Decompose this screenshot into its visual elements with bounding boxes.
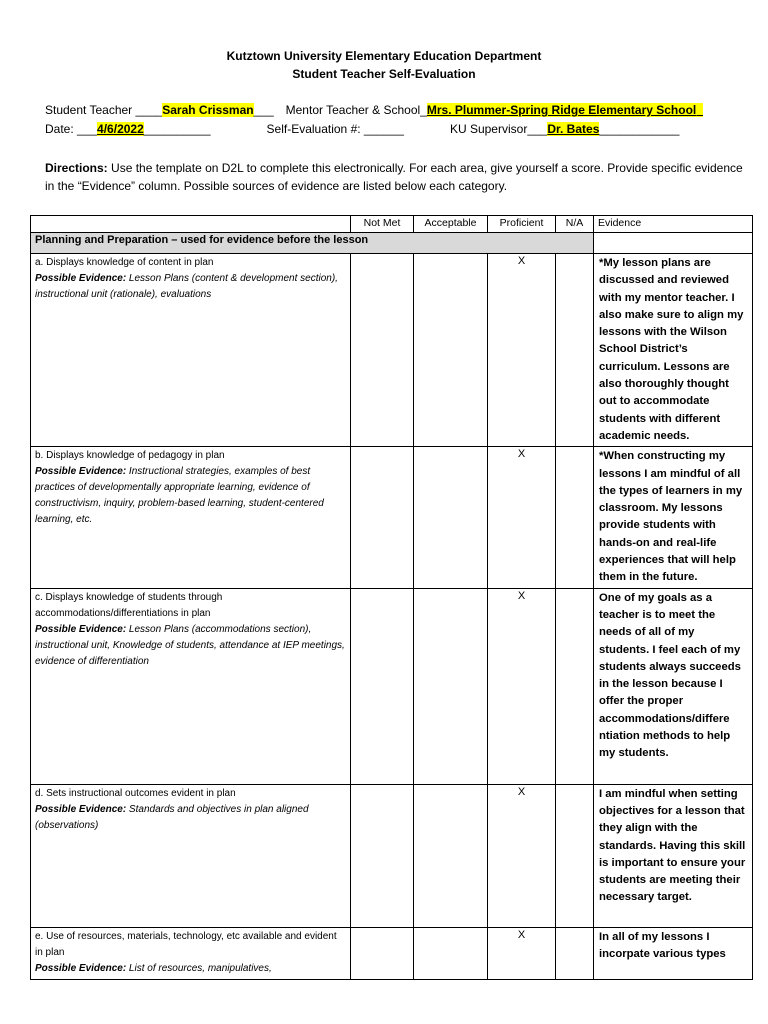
not-met-cell[interactable] xyxy=(351,784,414,927)
evidence-cell[interactable]: *My lesson plans are discussed and reviewed with my mentor teacher. I also make sure to align my lessons with the Wilson School District’s curriculum. Lessons are also thoroughly thought out to accommodate students with different academic needs. xyxy=(594,254,753,447)
student-teacher-label: Student Teacher ____ xyxy=(45,103,163,117)
evidence-cell[interactable]: One of my goals as a teacher is to meet the needs of all of my students. I feel each of my students always succeeds in the lesson because I offer the proper accommodations/differe ntiation methods to help my students. xyxy=(594,588,753,784)
supervisor-field[interactable]: Dr. Bates xyxy=(547,122,600,136)
mentor-lead: _ xyxy=(420,103,427,117)
evidence-cell[interactable]: I am mindful when setting objectives for a lesson that they align with the standards. Having this skill is important to ensure your students are meeting their necessary target. xyxy=(594,784,753,927)
possible-evidence-text: Instructional strategies, examples of best practices of developmentally appropriate learning, evidence of constructivism, inquiry, problem-based learning, student-centered learning, etc. xyxy=(35,466,324,526)
mentor-label: Mentor Teacher & School xyxy=(285,103,421,117)
self-eval-field[interactable]: Self-Evaluation #: ______ xyxy=(266,122,404,136)
form-line-1 xyxy=(45,103,703,117)
na-cell[interactable] xyxy=(556,784,594,927)
criterion-text: c. Displays knowledge of students through accommodations/differentiations in plan xyxy=(35,591,223,619)
acceptable-cell[interactable] xyxy=(414,254,488,447)
acceptable-cell[interactable] xyxy=(414,927,488,979)
header-not-met: Not Met xyxy=(351,216,414,233)
student-teacher-trail: ___ xyxy=(253,103,274,117)
criterion-cell xyxy=(31,927,351,979)
table-row xyxy=(31,588,753,784)
criterion-cell xyxy=(31,447,351,588)
na-cell[interactable] xyxy=(556,254,594,447)
possible-evidence-label: Possible Evidence: xyxy=(35,623,127,635)
table-header-row xyxy=(31,216,753,233)
directions-text: Use the template on D2L to complete this electronically. For each area, give yourself a score. Provide specific evidence in the “Evidence” column. Possible sources of evidence are listed below each category. xyxy=(45,161,743,193)
header-proficient: Proficient xyxy=(488,216,556,233)
mentor-trail xyxy=(696,103,703,117)
proficient-cell[interactable]: X xyxy=(488,927,556,979)
possible-evidence-label: Possible Evidence: xyxy=(35,803,127,815)
proficient-cell[interactable]: X xyxy=(488,254,556,447)
table-row xyxy=(31,784,753,927)
na-cell[interactable] xyxy=(556,927,594,979)
criterion-text: d. Sets instructional outcomes evident in plan xyxy=(35,787,236,799)
date-trail: __________ xyxy=(143,122,211,136)
header-evidence: Evidence xyxy=(594,216,753,233)
possible-evidence xyxy=(35,802,346,834)
table-row xyxy=(31,447,753,588)
table-row xyxy=(31,927,753,979)
criterion-text: a. Displays knowledge of content in plan xyxy=(35,257,214,268)
possible-evidence xyxy=(35,271,346,303)
possible-evidence xyxy=(35,961,346,977)
student-teacher-field[interactable]: Sarah Crissman xyxy=(162,103,254,117)
supervisor-trail: ____________ xyxy=(599,122,680,136)
possible-evidence-text: Lesson Plans (accommodations section), instructional unit, Knowledge of students, attendance at IEP meetings, evidence of differentiation xyxy=(35,623,345,667)
criterion-cell xyxy=(31,784,351,927)
criterion-cell xyxy=(31,588,351,784)
document-title: Kutztown University Elementary Education Department xyxy=(226,49,542,63)
possible-evidence-text: Standards and objectives in plan aligned (observations) xyxy=(35,803,309,831)
section-title: Planning and Preparation – used for evidence before the lesson xyxy=(31,233,594,254)
acceptable-cell[interactable] xyxy=(414,447,488,588)
acceptable-cell[interactable] xyxy=(414,588,488,784)
directions-label: Directions: xyxy=(45,161,108,175)
header-acceptable: Acceptable xyxy=(414,216,488,233)
possible-evidence-text: Lesson Plans (content & development section), instructional unit (rationale), evaluations xyxy=(35,273,338,300)
date-field[interactable]: 4/6/2022 xyxy=(97,122,144,136)
section-evidence-blank xyxy=(594,233,753,254)
proficient-cell[interactable]: X xyxy=(488,588,556,784)
possible-evidence-label: Possible Evidence: xyxy=(35,273,127,284)
criterion-text: b. Displays knowledge of pedagogy in plan xyxy=(35,450,225,462)
header-criterion xyxy=(31,216,351,233)
evidence-cell[interactable]: In all of my lessons I incorpate various types xyxy=(594,927,753,979)
not-met-cell[interactable] xyxy=(351,447,414,588)
criterion-cell xyxy=(31,254,351,447)
possible-evidence-label: Possible Evidence: xyxy=(35,466,127,478)
document-subtitle: Student Teacher Self-Evaluation xyxy=(292,67,476,81)
proficient-cell[interactable]: X xyxy=(488,784,556,927)
form-line-2 xyxy=(45,122,679,136)
possible-evidence-label: Possible Evidence: xyxy=(35,962,127,974)
mentor-field[interactable]: Mrs. Plummer-Spring Ridge Elementary School xyxy=(426,103,697,117)
section-row xyxy=(31,233,753,254)
supervisor-label: KU Supervisor___ xyxy=(449,122,548,136)
not-met-cell[interactable] xyxy=(351,927,414,979)
directions xyxy=(45,159,745,195)
acceptable-cell[interactable] xyxy=(414,784,488,927)
evaluation-table xyxy=(30,215,753,980)
possible-evidence xyxy=(35,464,346,528)
na-cell[interactable] xyxy=(556,588,594,784)
evidence-cell[interactable]: *When constructing my lessons I am mindful of all the types of learners in my classroom. My lessons provide students with hands-on and real-life experiences that will help them in the future. xyxy=(594,447,753,588)
proficient-cell[interactable]: X xyxy=(488,447,556,588)
possible-evidence-text: List of resources, manipulatives, xyxy=(126,962,272,974)
possible-evidence xyxy=(35,622,346,670)
date-label: Date: ___ xyxy=(45,122,98,136)
na-cell[interactable] xyxy=(556,447,594,588)
table-row xyxy=(31,254,753,447)
criterion-text: e. Use of resources, materials, technology, etc available and evident in plan xyxy=(35,930,337,958)
header-na: N/A xyxy=(556,216,594,233)
not-met-cell[interactable] xyxy=(351,588,414,784)
not-met-cell[interactable] xyxy=(351,254,414,447)
